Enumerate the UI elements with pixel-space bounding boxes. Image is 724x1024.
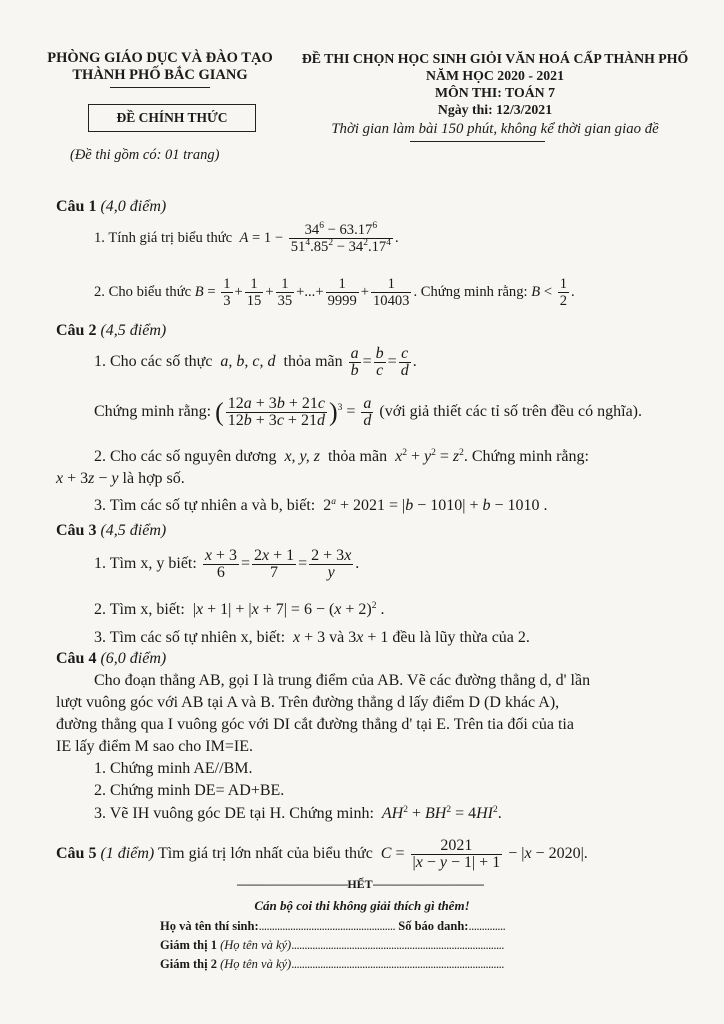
- school-year: NĂM HỌC 2020 - 2021: [426, 68, 564, 83]
- q4-points: (6,0 điểm): [100, 650, 167, 667]
- q2-title: Câu 2: [56, 322, 97, 339]
- exam-header: [290, 50, 700, 142]
- q5: Câu 5 (1 điểm) Tìm giá trị lớn nhất của biểu thức C = $\frac{2021}{|x - y - 1| + 1}$ − |x − 2020|.: [56, 837, 588, 871]
- q3-3: 3. Tìm các số tự nhiên x, biết: x + 3 và 3x + 1 đều là lũy thừa của 2.: [94, 629, 530, 646]
- proctor1-line: Giám thị 1 (Họ tên và ký).................................................................................: [160, 938, 504, 952]
- candidate-line: Họ và tên thí sinh:.................................................... Số báo danh:..............: [160, 919, 506, 933]
- q1-points: (4,0 điểm): [100, 198, 167, 215]
- q1-1-text: 1. Tính giá trị biểu thức: [94, 229, 233, 246]
- candidate-name-label: Họ và tên thí sinh:: [160, 919, 259, 933]
- q1-2-text: 2. Cho biểu thức: [94, 283, 192, 300]
- q3-points: (4,5 điểm): [100, 522, 167, 539]
- proctor1-hint: (Họ tên và ký): [220, 938, 292, 952]
- q2-3-text: 3. Tìm các số tự nhiên a và b, biết:: [94, 497, 316, 514]
- official-label-box: ĐỀ CHÍNH THỨC: [88, 104, 256, 132]
- exam-date: Ngày thi: 12/3/2021: [437, 102, 553, 117]
- q3-1: 1. Tìm x, y biết: $\frac{x + 3}{6}$ = $\frac{2x + 1}{7}$ = $\frac{2 + 3x}{y}$ .: [94, 547, 360, 581]
- q2-2-tail: . Chứng minh rằng:: [463, 448, 589, 465]
- q5-points: (1 điểm): [100, 845, 155, 863]
- proctor2-line: Giám thị 2 (Họ tên và ký).................................................................................: [160, 957, 504, 971]
- q2-3: 3. Tìm các số tự nhiên a và b, biết: $2^a + 2021 = |b - 1010| + b - 1010$ .: [94, 497, 548, 514]
- q2-1-text: 1. Cho các số thực: [94, 353, 213, 371]
- q1-1-fraction: $\frac{34^6 - 63.17^6}{51^4.85^2 - 34^2.17^4}$: [290, 221, 391, 255]
- q2-heading: [56, 322, 166, 340]
- q4-title: Câu 4: [56, 650, 97, 667]
- q5-title: Câu 5: [56, 845, 97, 863]
- q2-points: (4,5 điểm): [100, 322, 167, 339]
- q1-title: Câu 1: [56, 198, 97, 215]
- q4-2: 2. Chứng minh DE= AD+BE.: [94, 782, 285, 799]
- department-line1: PHÒNG GIÁO DỤC VÀ ĐÀO TẠO: [47, 50, 273, 66]
- time-underline: [410, 141, 545, 142]
- q2-2-mid: thỏa mãn: [327, 448, 388, 465]
- q1-2-tail: . Chứng minh rằng:: [413, 283, 528, 300]
- q4-text-3: đường thẳng qua I vuông góc với DI cắt đường thẳng d' tại E. Trên tia đối của tia: [56, 716, 574, 733]
- q2-2: 2. Cho các số nguyên dương x, y, z thỏa mãn $x^2 + y^2 = z^2$. Chứng minh rằng:: [94, 448, 589, 465]
- q4-1: 1. Chứng minh AE//BM.: [94, 760, 253, 777]
- candidate-id-label: Số báo danh:: [398, 919, 469, 933]
- q5-text: Tìm giá trị lớn nhất của biểu thức: [157, 845, 373, 863]
- q4-text-1: Cho đoạn thẳng AB, gọi I là trung điểm của AB. Vẽ các đường thẳng d, d' lần: [94, 672, 591, 689]
- department-header: [40, 50, 280, 88]
- proctor2-label: Giám thị 2: [160, 957, 217, 971]
- q2-2-end: là hợp số.: [122, 470, 185, 487]
- q1-heading: [56, 198, 166, 216]
- q3-2: 2. Tìm x, biết: $|x + 1| + |x + 7| = 6 - (x + 2)^2$ .: [94, 601, 385, 618]
- proctor1-label: Giám thị 1: [160, 938, 217, 952]
- q2-1-prove: Chứng minh rằng: ( $\frac{12a + 3b + 21c}{12b + 3c + 21d}$ )$^3$ = $\frac{a}{d}$ (với giả thiết các tỉ số trên đều có nghĩa).: [94, 395, 642, 429]
- header-underline: [110, 87, 210, 88]
- q3-1-text: 1. Tìm x, y biết:: [94, 555, 197, 573]
- end-mark: -------------------------------------HẾT-------------------------------------: [236, 877, 484, 891]
- q4-text-4: IE lấy điểm M sao cho IM=IE.: [56, 738, 253, 755]
- q2-1-prove-text: Chứng minh rằng:: [94, 403, 212, 421]
- q3-heading: [56, 522, 166, 540]
- q3-3-text: 3. Tìm các số tự nhiên x, biết:: [94, 629, 286, 646]
- q1-2: 2. Cho biểu thức B = $\frac{1}{3}$ + $\frac{1}{15}$ + $\frac{1}{35}$ +...+ $\frac{1}{9999}$ + $\frac{1}{10403}$ . Chứng minh rằng: B < $\frac{1}{2}$ .: [94, 276, 575, 309]
- q2-2-cont: x + 3z − y là hợp số.: [56, 470, 185, 487]
- end-mark-text: HẾT: [347, 877, 373, 891]
- exam-title: ĐỀ THI CHỌN HỌC SINH GIỎI VĂN HOÁ CẤP THÀNH PHỐ: [301, 51, 689, 66]
- q3-3-tail: đều là lũy thừa của 2.: [392, 629, 530, 646]
- q4-heading: [56, 650, 166, 668]
- q2-2-text: 2. Cho các số nguyên dương: [94, 448, 277, 465]
- pages-note: (Đề thi gồm có: 01 trang): [70, 147, 220, 163]
- department-line2: THÀNH PHỐ BẮC GIANG: [72, 67, 248, 83]
- q4-3: 3. Vẽ IH vuông góc DE tại H. Chứng minh: $AH^2 + BH^2 = 4HI^2$.: [94, 805, 502, 822]
- q2-1-note: (với giả thiết các tỉ số trên đều có nghĩa).: [379, 403, 642, 421]
- q3-2-text: 2. Tìm x, biết:: [94, 601, 185, 618]
- proctor2-hint: (Họ tên và ký): [220, 957, 292, 971]
- q2-1-mid: thỏa mãn: [283, 353, 343, 371]
- time-note: Thời gian làm bài 150 phút, không kể thời gian giao đề: [331, 121, 659, 137]
- no-explain-note: Cán bộ coi thi không giải thích gì thêm!: [254, 898, 470, 913]
- q4-3-text: 3. Vẽ IH vuông góc DE tại H. Chứng minh:: [94, 805, 374, 822]
- q1-1: 1. Tính giá trị biểu thức A = 1 − $\frac{34^6 - 63.17^6}{51^4.85^2 - 34^2.17^4}$ .: [94, 221, 399, 255]
- q2-1: 1. Cho các số thực a, b, c, d thỏa mãn $\frac{a}{b}$ = $\frac{b}{c}$ = $\frac{c}{d}$ .: [94, 345, 417, 379]
- subject: MÔN THI: TOÁN 7: [435, 85, 555, 100]
- q4-text-2: lượt vuông góc với AB tại A và B. Trên đường thẳng d lấy điểm D (D khác A),: [56, 694, 560, 711]
- q3-title: Câu 3: [56, 522, 97, 539]
